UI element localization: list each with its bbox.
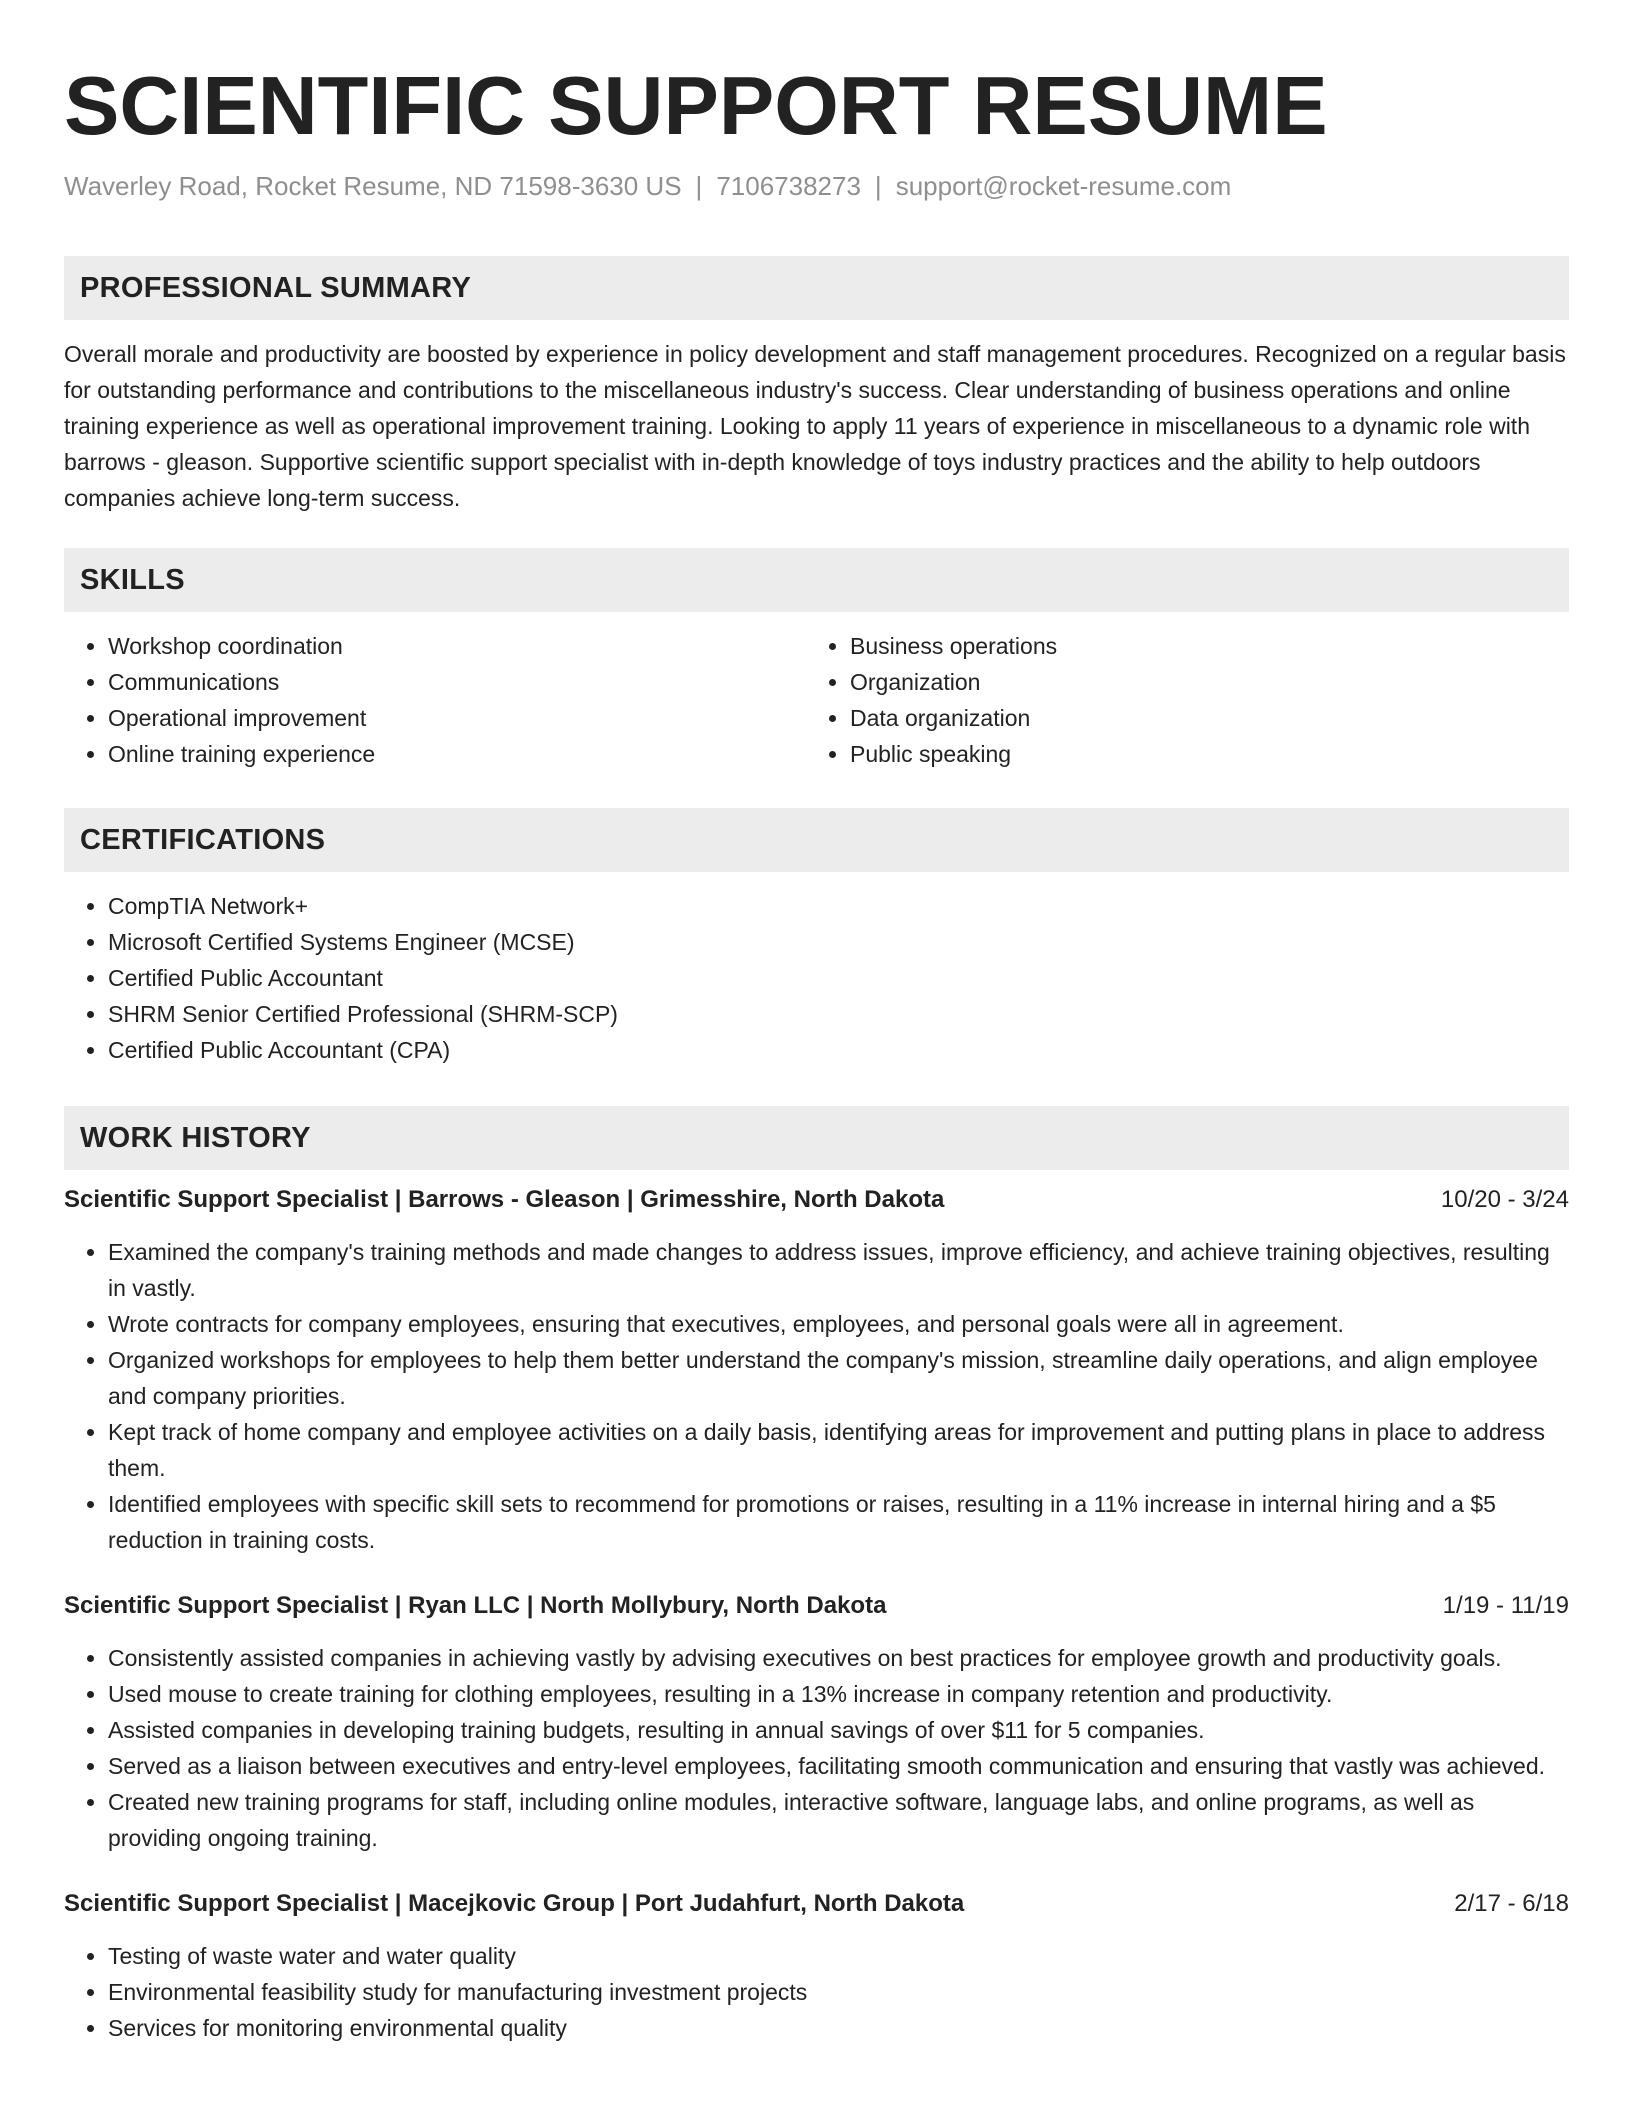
job-dates: 2/17 - 6/18 <box>1454 1890 1569 1917</box>
certification-item: • SHRM Senior Certified Professional (SHRM-SCP) <box>108 996 1569 1032</box>
skill-item: • Communications <box>108 664 806 700</box>
certification-item: • Microsoft Certified Systems Engineer (MCSE) <box>108 924 1569 960</box>
contact-email: support@rocket-resume.com <box>895 171 1232 201</box>
summary-text: Overall morale and productivity are boosted by experience in policy development and staff management procedures. Recognized on a regular basis for outstanding performance and contributions to the miscellaneous industry's success. Clear understanding of business operations and online training experience as well as operational improvement training. Looking to apply 11 years of experience in miscellaneous to a dynamic role with barrows - gleason. Supportive scientific support specialist with in-depth knowledge of toys industry practices and the ability to help outdoors companies achieve long-term success. <box>64 341 1566 511</box>
job-bullet: • Kept track of home company and employee activities on a daily basis, identifying areas for improvement and putting plans in place to address them. <box>108 1414 1569 1486</box>
certifications-heading: CERTIFICATIONS <box>64 808 1569 872</box>
contact-separator: | <box>874 171 882 201</box>
certification-item: • Certified Public Accountant (CPA) <box>108 1032 1569 1068</box>
job-bullet: • Served as a liaison between executives and entry-level employees, facilitating smooth communication and ensuring that vastly was achieved. <box>108 1748 1569 1784</box>
job-dates: 10/20 - 3/24 <box>1440 1186 1569 1213</box>
job-bullet: • Identified employees with specific skill sets to recommend for promotions or raises, resulting in a 11% increase in internal hiring and a $5 reduction in training costs. <box>108 1486 1569 1558</box>
skill-item: • Workshop coordination <box>108 628 806 664</box>
skill-item: • Online training experience <box>108 736 806 772</box>
job-bullet: • Consistently assisted companies in achieving vastly by advising executives on best practices for employee growth and productivity goals. <box>108 1640 1569 1676</box>
job-bullet-list <box>64 1640 1569 1856</box>
certifications-list <box>64 888 1569 1068</box>
job-bullet: • Wrote contracts for company employees, ensuring that executives, employees, and personal goals were all in agreement. <box>108 1306 1569 1342</box>
certification-item: • Certified Public Accountant <box>108 960 1569 996</box>
resume-title: SCIENTIFIC SUPPORT RESUME <box>64 59 1328 152</box>
skills-column-right <box>806 628 1548 772</box>
work-history-heading: WORK HISTORY <box>64 1106 1569 1170</box>
contact-address: Waverley Road, Rocket Resume, ND 71598-3630 US <box>64 171 682 201</box>
skills-list-right <box>806 628 1548 772</box>
skills-heading: SKILLS <box>64 548 1569 612</box>
work-history-section <box>64 1106 1569 2046</box>
skills-section <box>64 548 1569 772</box>
job-header <box>64 1588 1569 1624</box>
summary-heading: PROFESSIONAL SUMMARY <box>64 256 1569 320</box>
contact-phone: 7106738273 <box>716 171 861 201</box>
job-title: Scientific Support Specialist | Ryan LLC | North Mollybury, North Dakota <box>64 1592 887 1619</box>
job-bullet-list <box>64 1938 1569 2046</box>
job-dates: 1/19 - 11/19 <box>1442 1592 1569 1619</box>
job-bullet: • Testing of waste water and water quality <box>108 1938 1569 1974</box>
job-title: Scientific Support Specialist | Barrows - Gleason | Grimesshire, North Dakota <box>64 1186 945 1213</box>
job-bullet: • Services for monitoring environmental quality <box>108 2010 1569 2046</box>
skill-item: • Operational improvement <box>108 700 806 736</box>
summary-section <box>64 256 1569 516</box>
job-header <box>64 1886 1569 1922</box>
job-bullet: • Assisted companies in developing training budgets, resulting in annual savings of over $11 for 5 companies. <box>108 1712 1569 1748</box>
job-bullet: • Environmental feasibility study for manufacturing investment projects <box>108 1974 1569 2010</box>
job-entry <box>64 1182 1569 1558</box>
certification-item: • CompTIA Network+ <box>108 888 1569 924</box>
job-entry <box>64 1588 1569 1856</box>
skills-grid <box>64 628 1569 772</box>
contact-separator: | <box>695 171 703 201</box>
job-bullet: • Organized workshops for employees to help them better understand the company's mission, streamline daily operations, and align employee and company priorities. <box>108 1342 1569 1414</box>
job-bullet: • Used mouse to create training for clothing employees, resulting in a 13% increase in company retention and productivity. <box>108 1676 1569 1712</box>
skill-item: • Organization <box>850 664 1548 700</box>
skill-item: • Business operations <box>850 628 1548 664</box>
skill-item: • Public speaking <box>850 736 1548 772</box>
skills-column-left <box>64 628 806 772</box>
job-title: Scientific Support Specialist | Macejkovic Group | Port Judahfurt, North Dakota <box>64 1890 965 1917</box>
skills-list-left <box>64 628 806 772</box>
job-bullet: • Created new training programs for staff, including online modules, interactive software, language labs, and online programs, as well as providing ongoing training. <box>108 1784 1569 1856</box>
job-entry <box>64 1886 1569 2046</box>
job-bullet: • Examined the company's training methods and made changes to address issues, improve efficiency, and achieve training objectives, resulting in vastly. <box>108 1234 1569 1306</box>
job-bullet-list <box>64 1234 1569 1558</box>
job-header <box>64 1182 1569 1218</box>
contact-line <box>64 168 1569 204</box>
skill-item: • Data organization <box>850 700 1548 736</box>
certifications-section <box>64 808 1569 1068</box>
